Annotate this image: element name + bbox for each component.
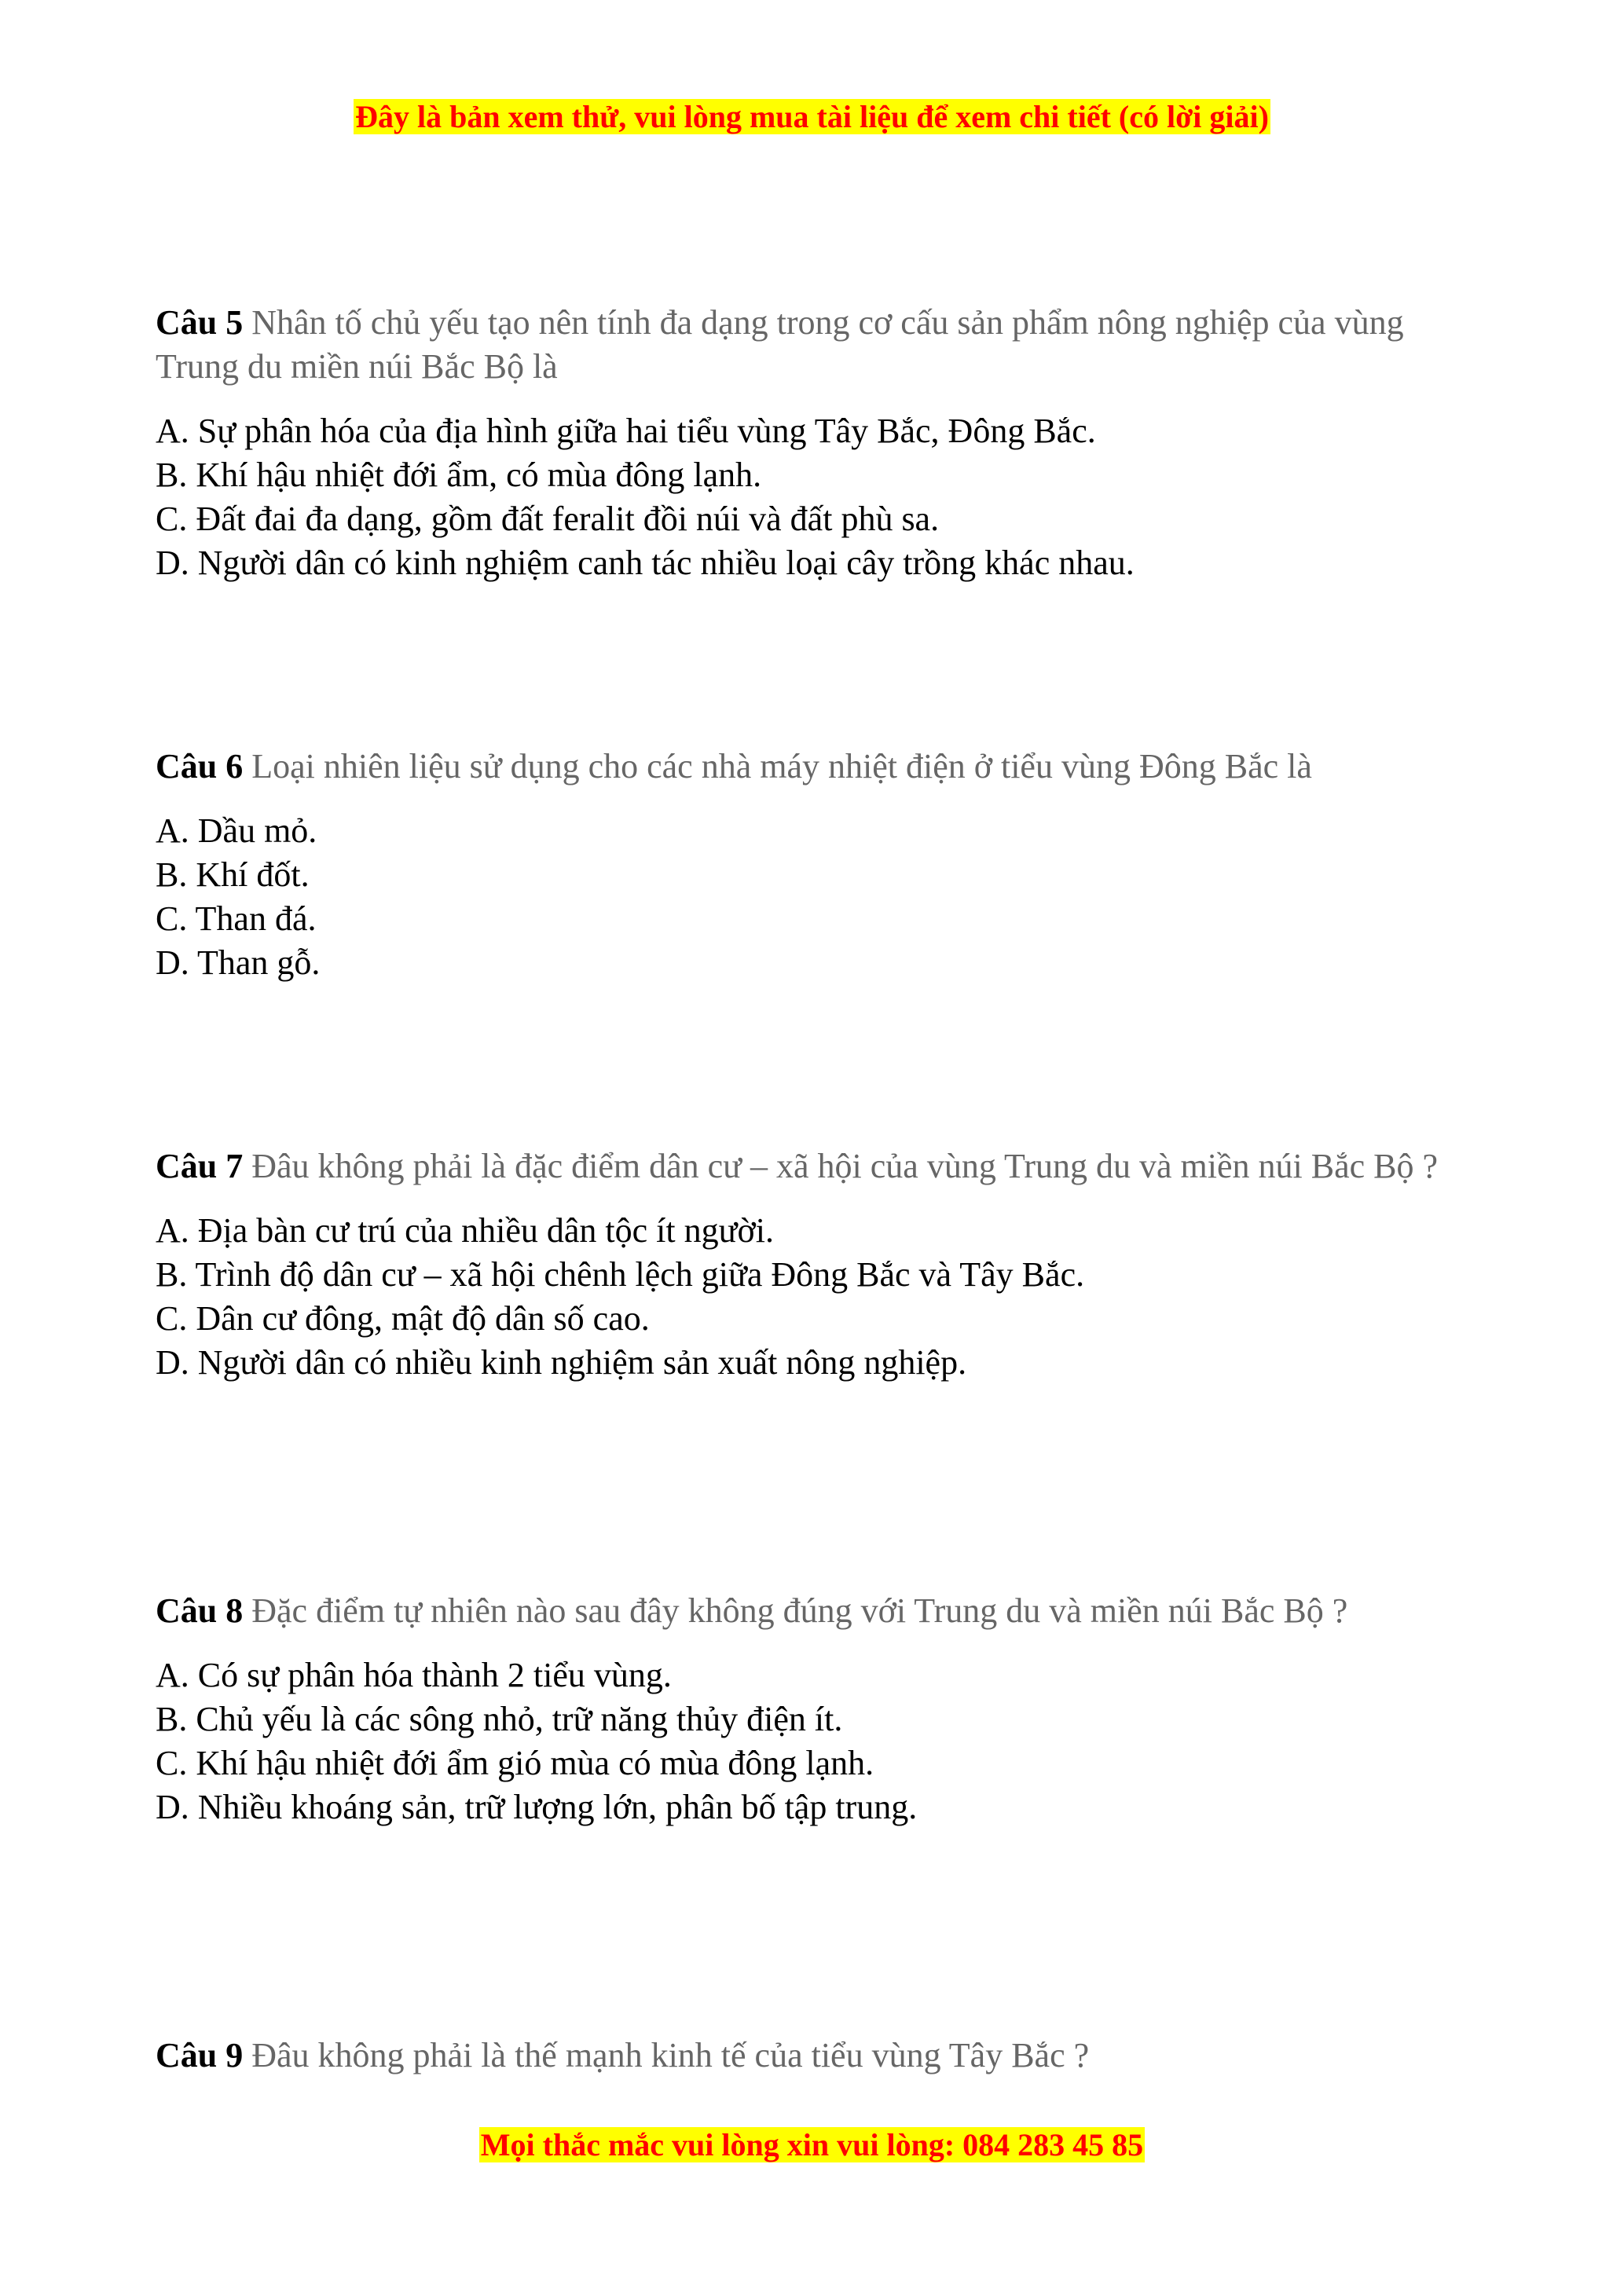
contact-notice <box>0 2126 1624 2165</box>
question-text: Nhân tố chủ yếu tạo nên tính đa dạng trong cơ cấu sản phẩm nông nghiệp của vùng Trung du miền núi Bắc Bộ là <box>156 303 1404 386</box>
question-text: Đâu không phải là thế mạnh kinh tế của tiểu vùng Tây Bắc ? <box>251 2036 1090 2074</box>
question-text: Đặc điểm tự nhiên nào sau đây không đúng với Trung du và miền núi Bắc Bộ ? <box>251 1591 1348 1630</box>
question-8 <box>156 1589 1476 1829</box>
answer-option-b: B. Khí hậu nhiệt đới ẩm, có mùa đông lạnh. <box>156 456 762 494</box>
answer-options <box>156 809 1476 985</box>
question-stem <box>156 1144 1476 1188</box>
answer-option-c: C. Dân cư đông, mật độ dân số cao. <box>156 1299 650 1338</box>
question-number: Câu 5 <box>156 303 244 342</box>
answer-option-d: D. Người dân có nhiều kinh nghiệm sản xuất nông nghiệp. <box>156 1343 967 1382</box>
question-text: Đâu không phải là đặc điểm dân cư – xã hội của vùng Trung du và miền núi Bắc Bộ ? <box>251 1147 1439 1185</box>
answer-option-c: C. Than đá. <box>156 899 317 938</box>
question-stem <box>156 1589 1476 1633</box>
answer-option-b: B. Trình độ dân cư – xã hội chênh lệch giữa Đông Bắc và Tây Bắc. <box>156 1255 1085 1294</box>
preview-notice <box>0 97 1624 137</box>
question-text: Loại nhiên liệu sử dụng cho các nhà máy nhiệt điện ở tiểu vùng Đông Bắc là <box>251 747 1312 785</box>
answer-option-a: A. Sự phân hóa của địa hình giữa hai tiểu vùng Tây Bắc, Đông Bắc. <box>156 412 1096 450</box>
preview-notice-text: Đây là bản xem thử, vui lòng mua tài liệu để xem chi tiết (có lời giải) <box>355 99 1269 134</box>
question-7 <box>156 1144 1476 1385</box>
answer-options <box>156 409 1476 585</box>
question-9 <box>156 2034 1476 2098</box>
question-stem <box>156 2034 1476 2078</box>
answer-option-a: A. Có sự phân hóa thành 2 tiểu vùng. <box>156 1656 672 1694</box>
answer-option-c: C. Khí hậu nhiệt đới ẩm gió mùa có mùa đông lạnh. <box>156 1744 874 1782</box>
answer-option-d: D. Nhiều khoáng sản, trữ lượng lớn, phân bố tập trung. <box>156 1788 918 1826</box>
question-number: Câu 9 <box>156 2036 244 2074</box>
answer-option-d: D. Người dân có kinh nghiệm canh tác nhiều loại cây trồng khác nhau. <box>156 544 1135 582</box>
answer-option-b: B. Chủ yếu là các sông nhỏ, trữ năng thủy điện ít. <box>156 1700 843 1738</box>
answer-options <box>156 1653 1476 1829</box>
contact-notice-text: Mọi thắc mắc vui lòng xin vui lòng: 084 283 45 85 <box>480 2127 1144 2162</box>
question-6 <box>156 745 1476 985</box>
question-number: Câu 6 <box>156 747 244 785</box>
question-stem <box>156 745 1476 789</box>
question-stem <box>156 301 1476 389</box>
answer-option-d: D. Than gỗ. <box>156 943 321 982</box>
answer-option-a: A. Địa bàn cư trú của nhiều dân tộc ít người. <box>156 1211 774 1250</box>
question-5 <box>156 301 1476 585</box>
question-number: Câu 8 <box>156 1591 244 1630</box>
question-number: Câu 7 <box>156 1147 244 1185</box>
answer-option-b: B. Khí đốt. <box>156 855 310 894</box>
answer-options <box>156 1209 1476 1385</box>
answer-option-a: A. Dầu mỏ. <box>156 811 317 850</box>
answer-option-c: C. Đất đai đa dạng, gồm đất feralit đồi núi và đất phù sa. <box>156 500 940 538</box>
